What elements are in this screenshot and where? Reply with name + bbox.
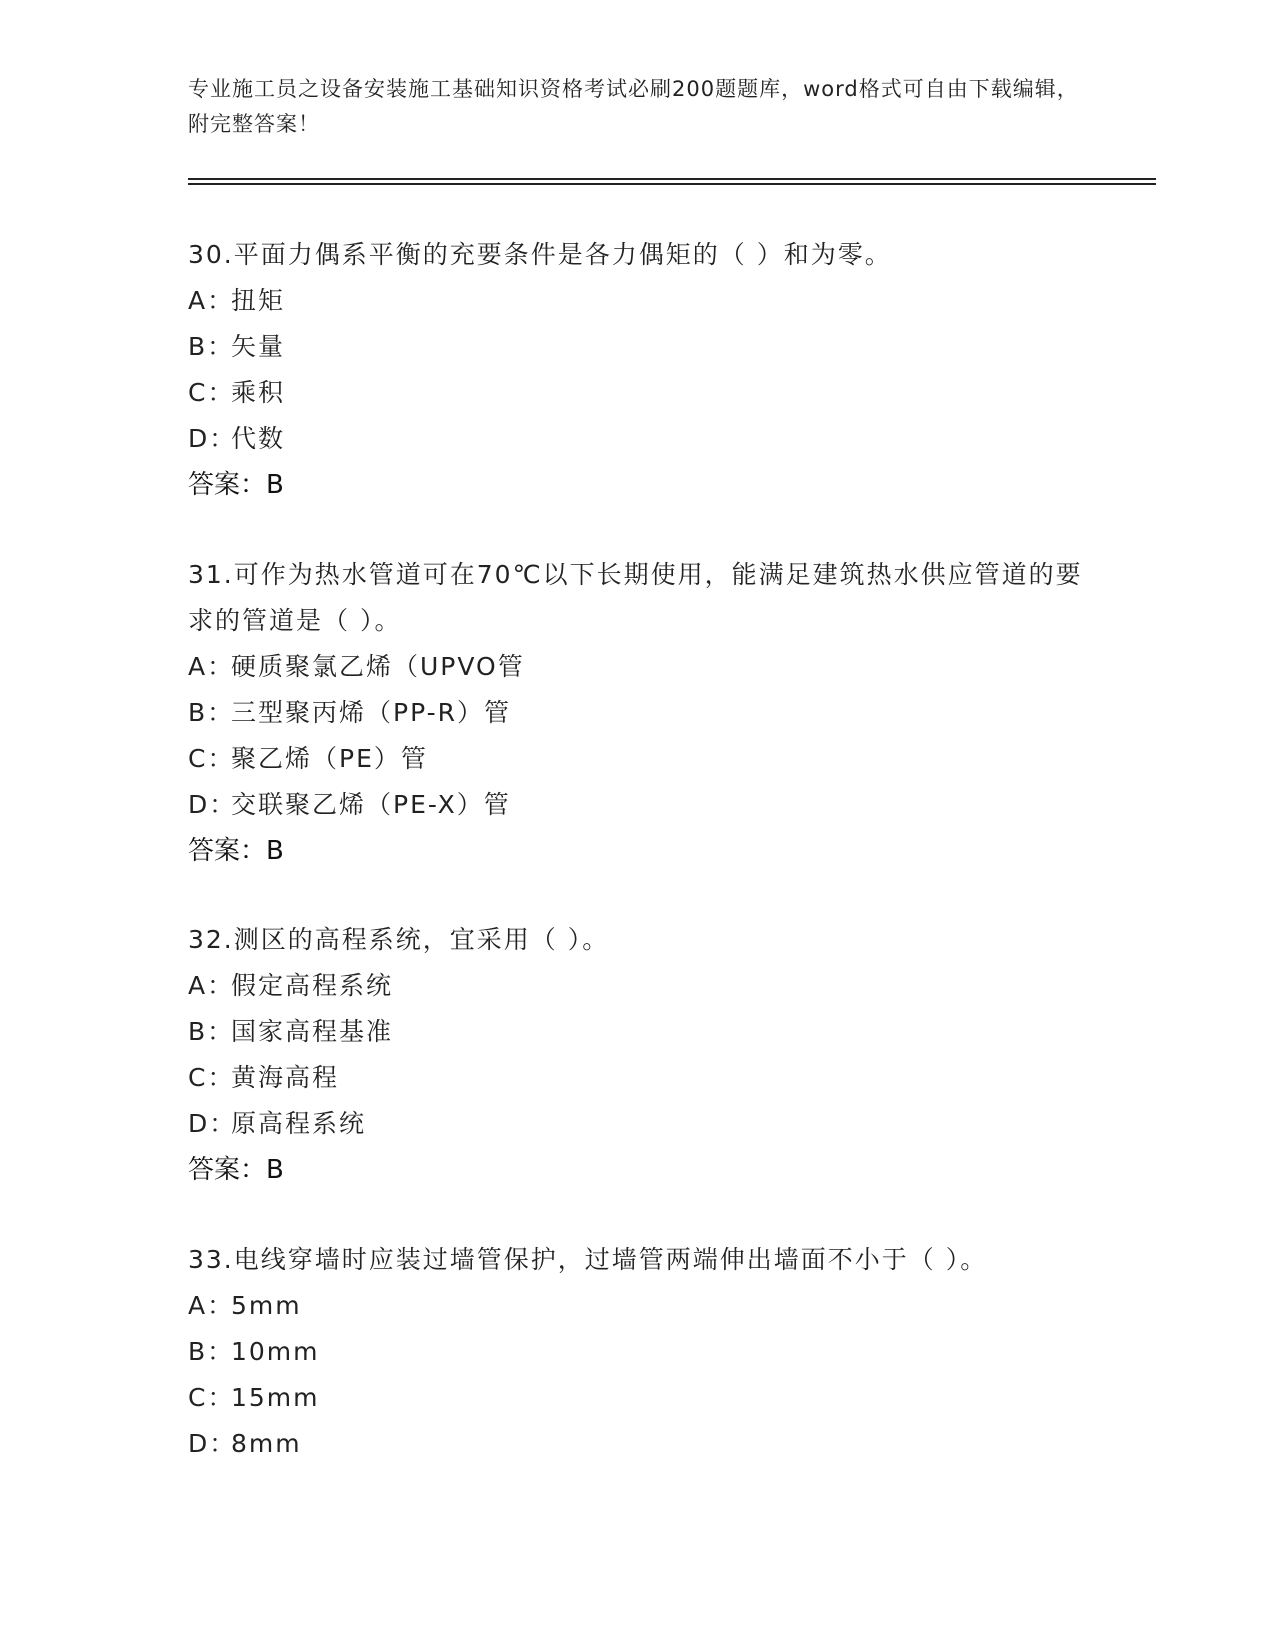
option-text: 假定高程系统 [231, 971, 394, 1000]
option-a [188, 963, 1088, 1009]
option-a [188, 644, 1088, 690]
option-letter: D： [188, 1109, 237, 1138]
header-divider-bottom [188, 183, 1156, 185]
option-text: 15mm [231, 1383, 320, 1412]
option-letter: B： [188, 1017, 235, 1046]
question-32 [188, 917, 1088, 1193]
question-stem: 31.可作为热水管道可在70℃以下长期使用，能满足建筑热水供应管道的要求的管道是（ ）。 [188, 560, 1083, 635]
option-d [188, 782, 1088, 828]
option-text: 矢量 [231, 332, 286, 361]
option-text: 黄海高程 [231, 1063, 340, 1092]
option-letter: D： [188, 790, 237, 819]
answer-line: 答案：B [188, 470, 284, 500]
option-text: 8mm [231, 1429, 302, 1458]
option-letter: D： [188, 1429, 237, 1458]
header-divider-top [188, 178, 1156, 180]
option-c [188, 736, 1088, 782]
option-c [188, 1375, 1088, 1421]
option-text: 原高程系统 [231, 1109, 367, 1138]
option-b [188, 1329, 1088, 1375]
option-text: 交联聚乙烯（PE-X）管 [231, 790, 511, 819]
option-text: 国家高程基准 [231, 1017, 394, 1046]
option-letter: A： [188, 652, 235, 681]
option-text: 三型聚丙烯（PP-R）管 [231, 698, 511, 727]
option-letter: B： [188, 1337, 235, 1366]
answer-line: 答案：B [188, 836, 284, 866]
question-31 [188, 552, 1088, 874]
option-text: 10mm [231, 1337, 320, 1366]
option-letter: C： [188, 1383, 235, 1412]
option-letter: C： [188, 1063, 235, 1092]
option-b [188, 324, 1088, 370]
question-stem: 32.测区的高程系统，宜采用（ ）。 [188, 925, 610, 954]
option-c [188, 1055, 1088, 1101]
question-stem: 33.电线穿墙时应装过墙管保护，过墙管两端伸出墙面不小于（ ）。 [188, 1245, 988, 1274]
option-letter: C： [188, 744, 235, 773]
option-d [188, 1421, 1088, 1467]
option-letter: A： [188, 286, 235, 315]
question-30 [188, 232, 1088, 508]
option-letter: A： [188, 1291, 235, 1320]
answer-line: 答案：B [188, 1155, 284, 1185]
question-33 [188, 1237, 1088, 1467]
option-b [188, 1009, 1088, 1055]
option-text: 硬质聚氯乙烯（UPVO管 [231, 652, 525, 681]
option-letter: B： [188, 698, 235, 727]
option-b [188, 690, 1088, 736]
option-text: 聚乙烯（PE）管 [231, 744, 428, 773]
option-a [188, 1283, 1088, 1329]
document-header: 专业施工员之设备安装施工基础知识资格考试必刷200题题库，word格式可自由下载编辑，附完整答案！ [188, 77, 1079, 136]
option-text: 代数 [231, 424, 286, 453]
option-letter: B： [188, 332, 235, 361]
option-c [188, 370, 1088, 416]
option-letter: A： [188, 971, 235, 1000]
option-text: 乘积 [231, 378, 286, 407]
option-d [188, 1101, 1088, 1147]
option-text: 5mm [231, 1291, 302, 1320]
option-d [188, 416, 1088, 462]
question-stem: 30.平面力偶系平衡的充要条件是各力偶矩的（ ）和为零。 [188, 240, 892, 269]
option-text: 扭矩 [231, 286, 286, 315]
option-letter: D： [188, 424, 237, 453]
option-letter: C： [188, 378, 235, 407]
option-a [188, 278, 1088, 324]
